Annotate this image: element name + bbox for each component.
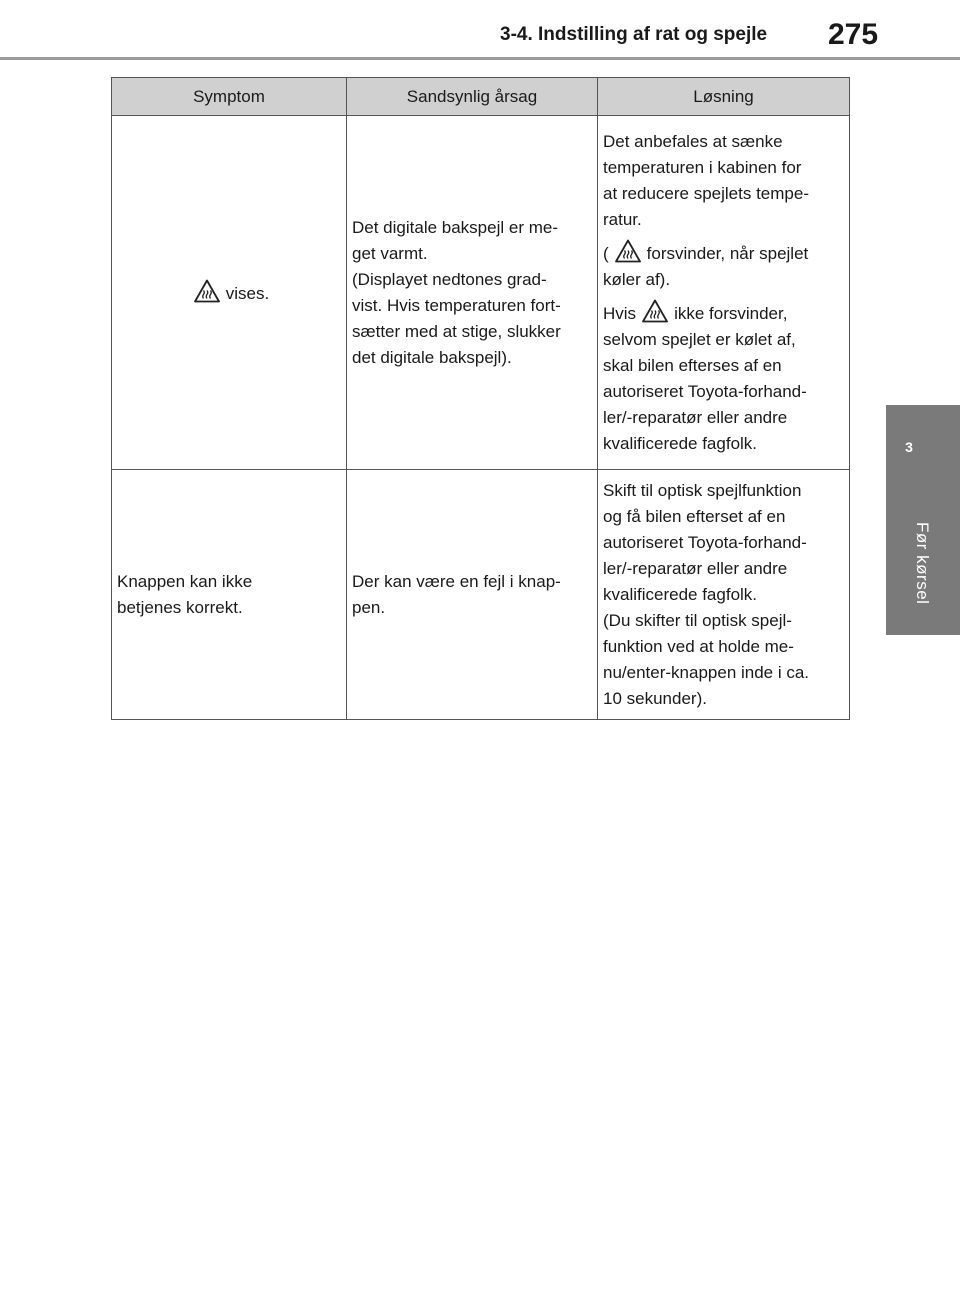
cause-line: Der kan være en fejl i knap- xyxy=(352,571,561,591)
chapter-number: 3 xyxy=(905,439,913,455)
solution-cell xyxy=(598,116,850,470)
solution-cell xyxy=(598,470,850,720)
solution-line: selvom spejlet er kølet af, xyxy=(603,329,796,349)
section-title: 3-4. Indstilling af rat og spejle xyxy=(500,24,768,45)
solution-line: Skift til optisk spejlfunktion xyxy=(603,480,802,500)
solution-line: skal bilen efterses af en xyxy=(603,355,782,375)
solution-line: ler/-reparatør eller andre xyxy=(603,407,788,427)
solution-line: at reducere spejlets tempe- xyxy=(603,183,809,203)
solution-text: forsvinder, når spejlet xyxy=(646,243,809,263)
chapter-side-tab xyxy=(886,405,960,635)
solution-text: ikke forsvinder, xyxy=(674,303,788,323)
symptom-text: vises. xyxy=(225,283,270,303)
table-row xyxy=(112,470,850,720)
solution-line: og få bilen efterset af en xyxy=(603,506,786,526)
header-solution: Løsning xyxy=(598,78,850,116)
page-number: 275 xyxy=(828,18,879,51)
solution-line: autoriseret Toyota-forhand- xyxy=(603,381,807,401)
cause-line: get varmt. xyxy=(352,243,428,263)
solution-line: 10 sekunder). xyxy=(603,688,707,708)
solution-line: temperaturen i kabinen for xyxy=(603,157,802,177)
symptom-cell xyxy=(112,116,347,470)
solution-line xyxy=(603,299,843,327)
cause-line: pen. xyxy=(352,597,386,617)
header-cause: Sandsynlig årsag xyxy=(347,78,598,116)
cause-cell xyxy=(347,116,598,470)
table-row xyxy=(112,116,850,470)
solution-paren-open: ( xyxy=(603,243,609,263)
chapter-label: Før kørsel xyxy=(913,521,932,605)
solution-line: nu/enter-knappen inde i ca. xyxy=(603,662,810,682)
cause-line: sætter med at stige, slukker xyxy=(352,321,561,341)
cause-cell xyxy=(347,470,598,720)
solution-line: køler af). xyxy=(603,269,671,289)
cause-line: det digitale bakspejl). xyxy=(352,347,512,367)
solution-line: ratur. xyxy=(603,209,642,229)
solution-line xyxy=(603,239,843,267)
mirror-temperature-warning-icon xyxy=(194,279,220,303)
symptom-line: betjenes korrekt. xyxy=(117,597,243,617)
cause-line: (Displayet nedtones grad- xyxy=(352,269,547,289)
symptom-cell xyxy=(112,470,347,720)
solution-line: autoriseret Toyota-forhand- xyxy=(603,532,807,552)
solution-line: Det anbefales at sænke xyxy=(603,131,783,151)
solution-line: ler/-reparatør eller andre xyxy=(603,558,788,578)
header-symptom: Symptom xyxy=(112,78,347,116)
mirror-temperature-warning-icon xyxy=(615,239,641,263)
solution-line: kvalificerede fagfolk. xyxy=(603,433,758,453)
solution-text: Hvis xyxy=(603,303,637,323)
cause-line: Det digitale bakspejl er me- xyxy=(352,217,558,237)
solution-line: funktion ved at holde me- xyxy=(603,636,794,656)
header-divider xyxy=(0,57,960,60)
table-header-row xyxy=(112,78,850,116)
symptom-line: Knappen kan ikke xyxy=(117,571,253,591)
mirror-temperature-warning-icon xyxy=(642,299,668,323)
solution-line: kvalificerede fagfolk. xyxy=(603,584,758,604)
troubleshooting-table xyxy=(111,77,850,720)
cause-line: vist. Hvis temperaturen fort- xyxy=(352,295,561,315)
solution-line: (Du skifter til optisk spejl- xyxy=(603,610,792,630)
